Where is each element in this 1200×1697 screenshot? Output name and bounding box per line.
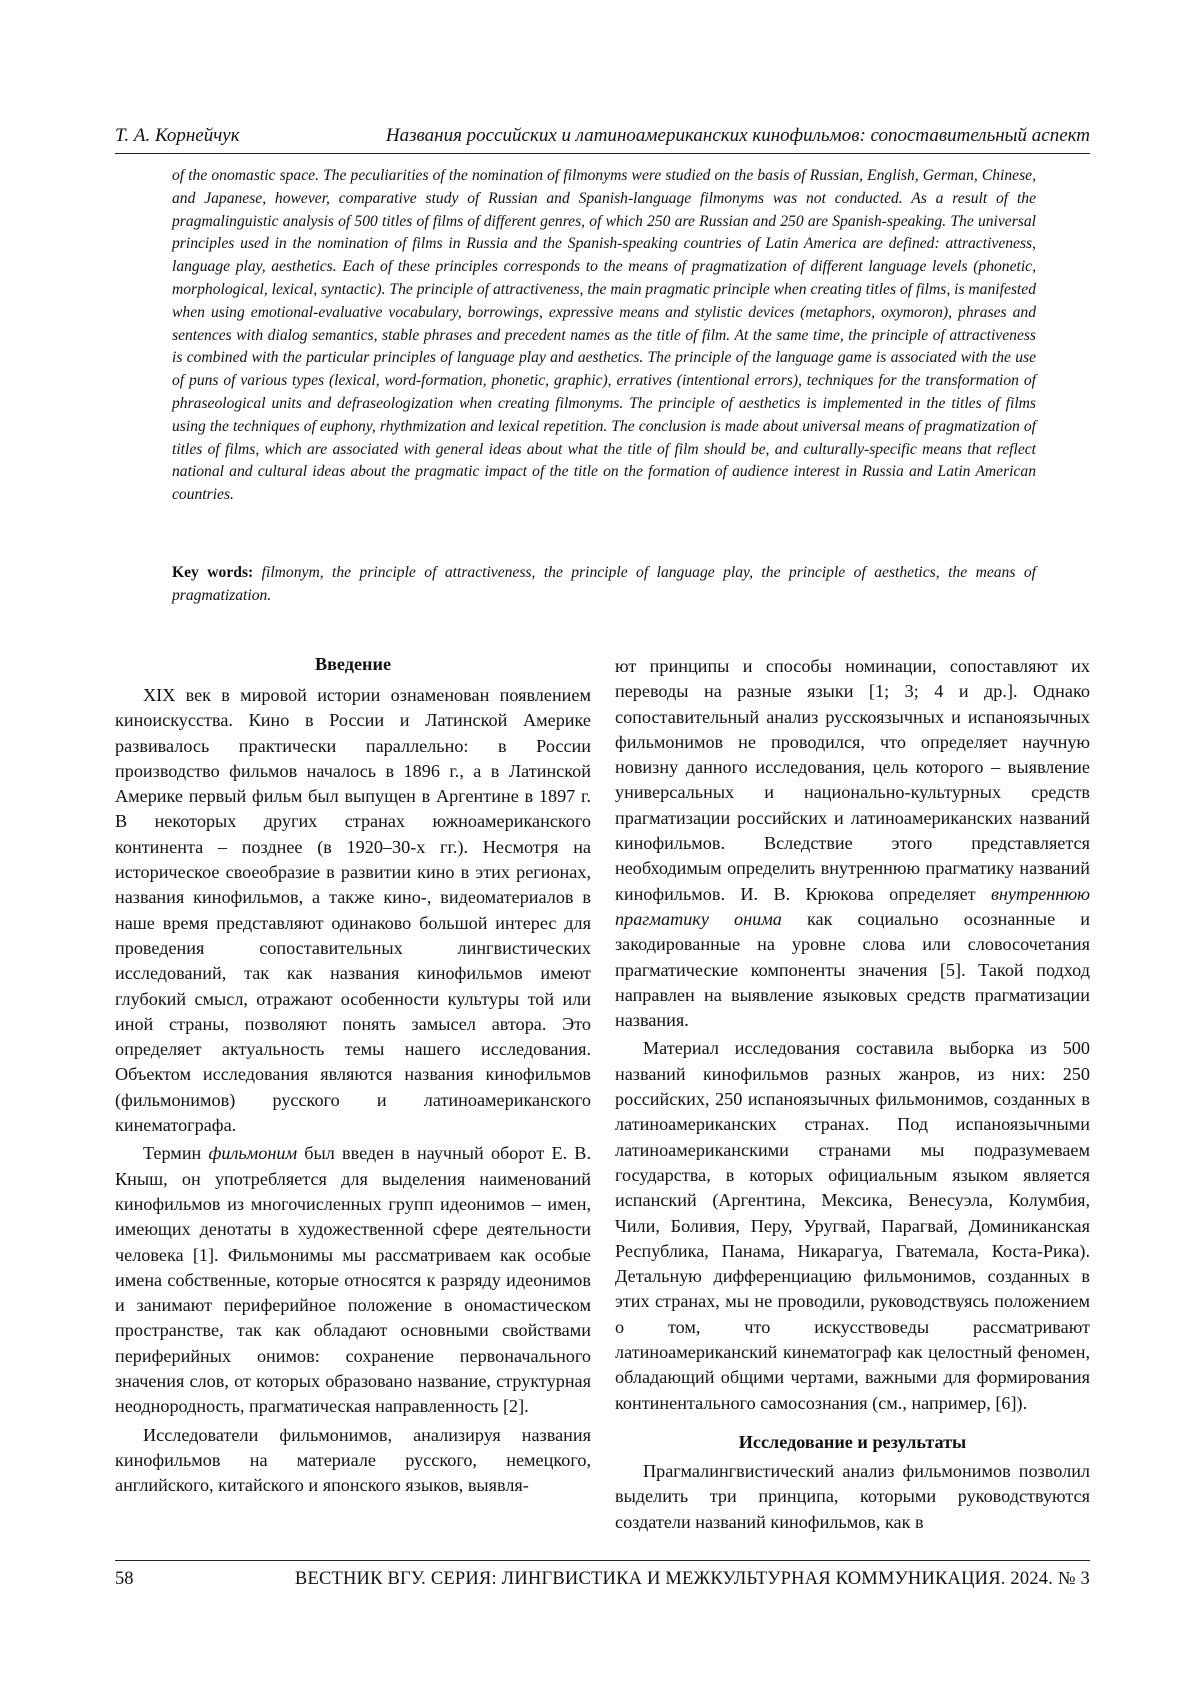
running-header [115,123,1090,154]
paragraph: Прагмалингвистический анализ фильмонимов позволил выделить три принципа, которыми руководствуются создатели названий кинофильмов, как в [615,1460,1090,1532]
left-column [115,652,591,1499]
text-run: Термин [143,1143,209,1164]
section-heading-introduction: Введение [314,654,392,674]
text-run: был введен в научный оборот Е. В. Кныш, он употребляется для выделения наименований кинофильмов из многочисленных групп идеонимов – имен, имеющих денотаты в художественной сфере деятельности человека [1]. Фильмонимы мы рассматриваем как особые имена собственные, которые относятся к разряду идеонимов и занимают периферийное положение в ономастическом пространстве, так как обладают основными свойствами периферийных онимов: сохранение первоначального значения слов, от которых образовано название, структурная неоднородность, прагматическая направленность [2]. [115,1143,591,1417]
paragraph-continued [615,654,1090,1033]
header-running-title: Названия российских и латиноамериканских кинофильмов: сопоставительный аспект [385,125,1090,146]
keywords-text: filmonym, the principle of attractiveness, the principle of language play, the principle of aesthetics, the means of pragmatization. [172,564,1036,604]
term-italic: фильмоним [208,1143,298,1164]
paragraph: XIX век в мировой истории ознаменован появлением киноискусства. Кино в России и Латинской Америке развивалось практически параллельно: в России производство фильмов началось в 1896 г., а в Латинской Америке первый фильм был выпущен в Аргентине в 1897 г. В некоторых других странах южноамериканского континента – позднее (в 1920–30-х гг.). Несмотря на историческое своеобразие в развитии кино в этих регионах, названия кинофильмов, а также кино-, видеоматериалов в наше время представляют одинаково большой интерес для проведения сопоставительных лингвистических исследований, так как названия кинофильмов имеют глубокий смысл, отражают особенности культуры той или иной страны, позволяют понять замысел автора. Это определяет актуальность темы нашего исследования. Объектом исследования являются названия кинофильмов (фильмонимов) русского и латиноамериканского кинематографа. [115,685,591,1136]
paragraph: Исследователи фильмонимов, анализируя названия кинофильмов на материале русского, немецкого, английского, китайского и японского языков, выявля- [115,1424,591,1496]
page-number: 58 [115,1569,134,1589]
journal-title: ВЕСТНИК ВГУ. СЕРИЯ: ЛИНГВИСТИКА И МЕЖКУЛЬТУРНАЯ КОММУНИКАЦИЯ. 2024. № 3 [294,1569,1090,1589]
paragraph: Материал исследования составила выборка из 500 названий кинофильмов разных жанров, из них: 250 российских, 250 испаноязычных фильмонимов, созданных в латиноамериканских странах. Под испаноязычными латиноамериканскими странами мы подразумеваем государства, в которых официальным языком является испанский (Аргентина, Мексика, Венесуэла, Колумбия, Чили, Боливия, Перу, Уругвай, Парагвай, Доминиканская Республика, Панама, Никарагуа, Гватемала, Коста-Рика). Детальную дифференциацию фильмонимов, созданных в этих странах, мы не проводили, руководствуясь положением о том, что искусствоведы рассматривают латиноамериканский кинематограф как целостный феномен, обладающий общими чертами, важными для формирования континентального самосознания (см., например, [6]). [615,1038,1090,1413]
text-run: ют принципы и способы номинации, сопоставляют их переводы на разные языки [1; 3; 4 и др.]. Однако сопоставительный анализ русскоязычных и испаноязычных фильмонимов не проводился, что определяет научную новизну данного исследования, цель которого – выявление универсальных и национально-культурных средств прагматизации российских и латиноамериканских названий кинофильмов. Вследствие этого представляется необходимым определить внутреннюю прагматику названий кинофильмов. И. В. Крюкова определяет [615,656,1090,904]
page-footer [115,1560,1090,1589]
abstract-english: of the onomastic space. The peculiarities of the nomination of filmonyms were studied on the basis of Russian, English, German, Chinese, and Japanese, however, comparative study of Russian and Spanish-language filmonyms was not conducted. As a result of the pragmalinguistic analysis of 500 titles of films of different genres, of which 250 are Russian and 250 are Spanish-speaking. The universal principles used in the nomination of films in Russia and the Spanish-speaking countries of Latin America are defined: attractiveness, language play, aesthetics. Each of these principles corresponds to the means of pragmatization of different language levels (phonetic, morphological, lexical, syntactic). The principle of attractiveness, the main pragmatic principle when creating titles of films, is manifested when using emotional-evaluative vocabulary, borrowings, expressive means and stylistic devices (metaphors, oxymoron), phrases and sentences with dialog semantics, stable phrases and precedent names as the title of film. At the same time, the principle of attractiveness is combined with the particular principles of language play and aesthetics. The principle of the language game is associated with the use of puns of various types (lexical, word-formation, phonetic, graphic), erratives (intentional errors), techniques for the transformation of phraseological units and defraseologization when creating filmonyms. The principle of aesthetics is implemented in the titles of films using the techniques of euphony, rhythmization and lexical repetition. The conclusion is made about universal means of pragmatization of titles of films, which are associated with general ideas about what the title of film should be, and culturally-specific means that reflect national and cultural ideas about the pragmatic impact of the title on the formation of audience interest in Russia and Latin American countries. [172,167,1036,504]
term-italic: внутреннюю прагматику онима [615,883,1090,929]
paragraph [115,1141,591,1419]
text-run: как социально осознанные и закодированные на уровне слова или словосочетания прагматические компоненты значения [5]. Такой подход направлен на выявление языковых средств прагматизации названия. [615,908,1090,1031]
right-column [615,654,1090,1535]
keywords-label: Key words: [172,564,254,581]
keywords [172,562,1036,608]
header-author: Т. А. Корнейчук [115,125,240,146]
section-heading-results: Исследование и результаты [738,1431,967,1452]
